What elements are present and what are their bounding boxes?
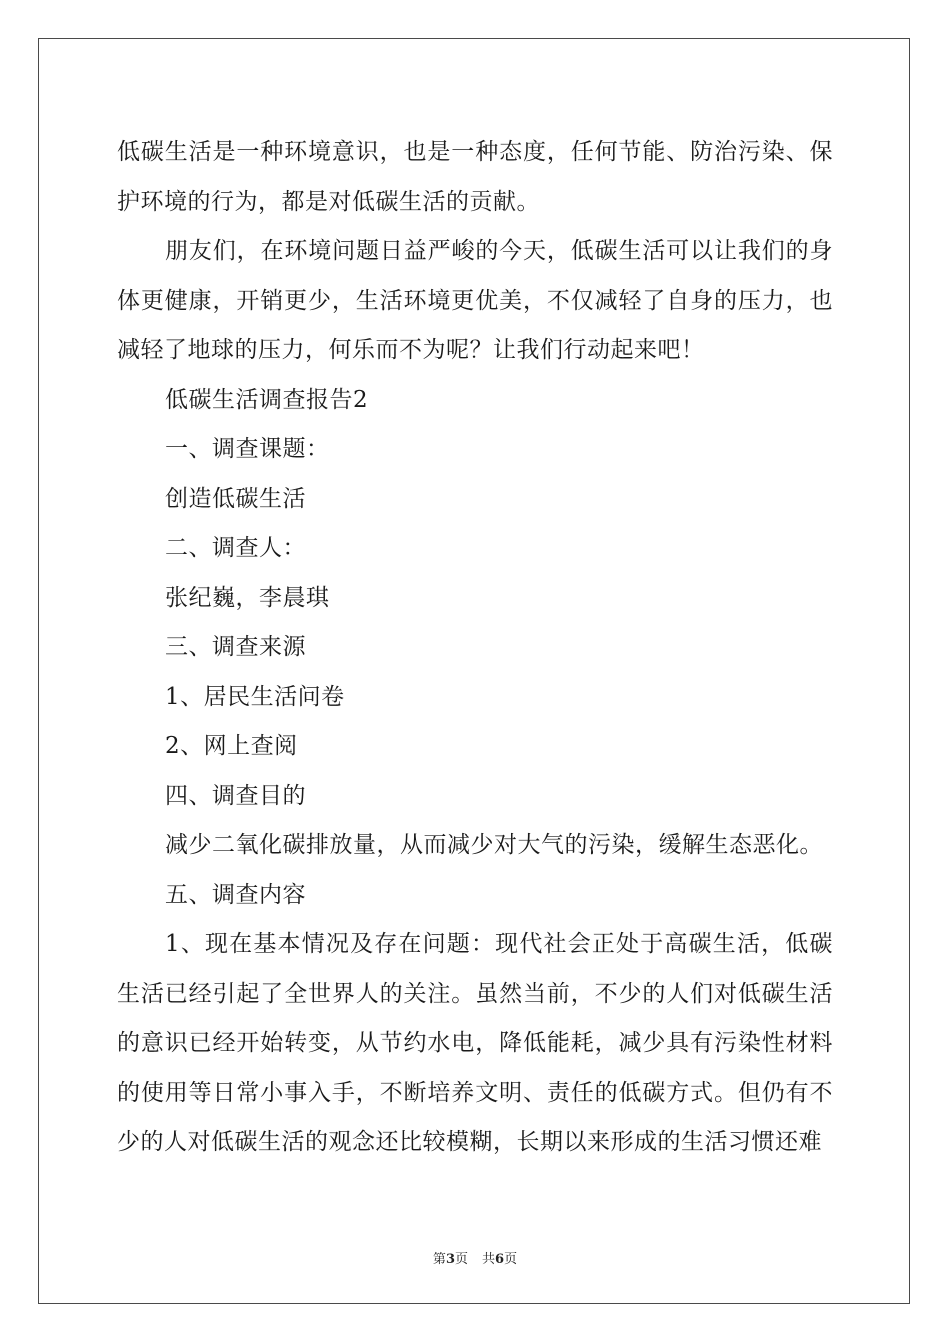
heading-content: 五、调查内容	[165, 881, 306, 908]
total-suffix: 页	[504, 1252, 518, 1267]
section-title: 低碳生活调查报告2	[165, 386, 369, 413]
paragraph: 低碳生活是一种环境意识，也是一种态度，任何节能、防治污染、保护环境的行为，都是对低碳生活的贡献。	[117, 139, 833, 215]
page-current: 3	[445, 1252, 455, 1267]
paragraph: 朋友们，在环境问题日益严峻的今天，低碳生活可以让我们的身体更健康，开销更少，生活环境更优美，不仅减轻了自身的压力，也减轻了地球的压力，何乐而不为呢？让我们行动起来吧！	[117, 238, 833, 363]
page-prefix: 第	[432, 1252, 446, 1267]
paragraph: 创造低碳生活	[165, 485, 306, 512]
heading-purpose: 四、调查目的	[165, 782, 306, 809]
total-prefix: 共	[482, 1252, 496, 1267]
page-suffix: 页	[454, 1252, 468, 1267]
paragraph: 张纪巍，李晨琪	[165, 584, 330, 611]
list-item: 2、网上查阅	[165, 733, 298, 759]
heading-topic: 一、调查课题：	[165, 436, 330, 462]
heading-sources: 三、调查来源	[165, 634, 306, 660]
page-footer	[0, 1248, 950, 1267]
paragraph: 减少二氧化碳排放量，从而减少对大气的污染，缓解生态恶化。	[165, 832, 823, 858]
paragraph: 1、现在基本情况及存在问题：现代社会正处于高碳生活，低碳生活已经引起了全世界人的关注。虽然当前，不少的人们对低碳生活的意识已经开始转变，从节约水电，降低能耗，减少具有污染性材料的使用等日常小事入手，不断培养文明、责任的低碳方式。但仍有不少的人对低碳生活的观念还比较模糊，长期以来形成的生活习惯还难	[117, 931, 833, 1155]
heading-investigators: 二、调查人：	[165, 535, 306, 561]
list-item: 1、居民生活问卷	[165, 683, 345, 710]
document-body	[117, 128, 833, 1168]
page-total: 6	[495, 1252, 505, 1267]
